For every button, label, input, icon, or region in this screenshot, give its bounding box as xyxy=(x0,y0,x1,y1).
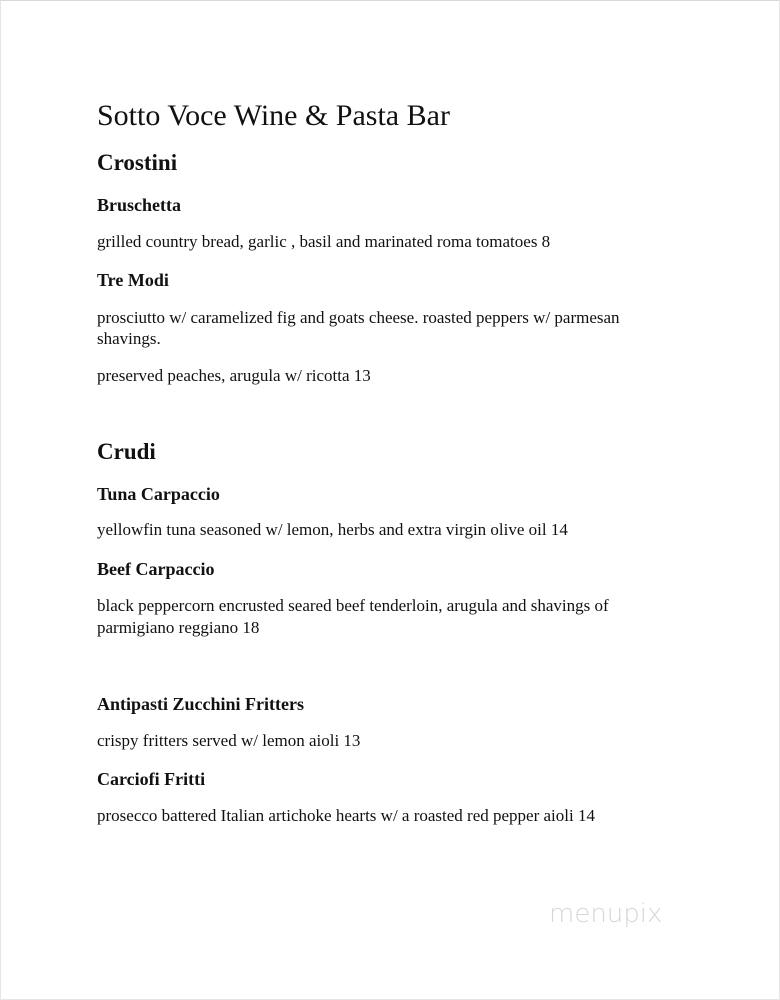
item-description: preserved peaches, arugula w/ ricotta 13 xyxy=(97,366,371,385)
item-description: black peppercorn encrusted seared beef tenderloin, arugula and shavings of xyxy=(97,596,609,615)
item-description: yellowfin tuna seasoned w/ lemon, herbs and extra virgin olive oil 14 xyxy=(97,520,568,539)
item-description: prosecco battered Italian artichoke hearts w/ a roasted red pepper aioli 14 xyxy=(97,806,595,825)
item-description: prosciutto w/ caramelized fig and goats cheese. roasted peppers w/ parmesan xyxy=(97,308,620,327)
restaurant-title: Sotto Voce Wine & Pasta Bar xyxy=(97,99,450,132)
item-name: Tuna Carpaccio xyxy=(97,484,220,504)
watermark-logo: menupix xyxy=(549,899,663,929)
item-description: crispy fritters served w/ lemon aioli 13 xyxy=(97,731,361,750)
item-description: shavings. xyxy=(97,329,161,348)
item-description: grilled country bread, garlic , basil and marinated roma tomatoes 8 xyxy=(97,232,551,251)
item-description: parmigiano reggiano 18 xyxy=(97,618,260,637)
item-name: Tre Modi xyxy=(97,270,169,290)
section-heading-crudi: Crudi xyxy=(97,439,156,464)
item-name: Antipasti Zucchini Fritters xyxy=(97,694,304,714)
item-name: Carciofi Fritti xyxy=(97,769,206,789)
item-name: Bruschetta xyxy=(97,195,181,215)
section-heading-crostini: Crostini xyxy=(97,150,178,175)
item-name: Beef Carpaccio xyxy=(97,559,215,579)
